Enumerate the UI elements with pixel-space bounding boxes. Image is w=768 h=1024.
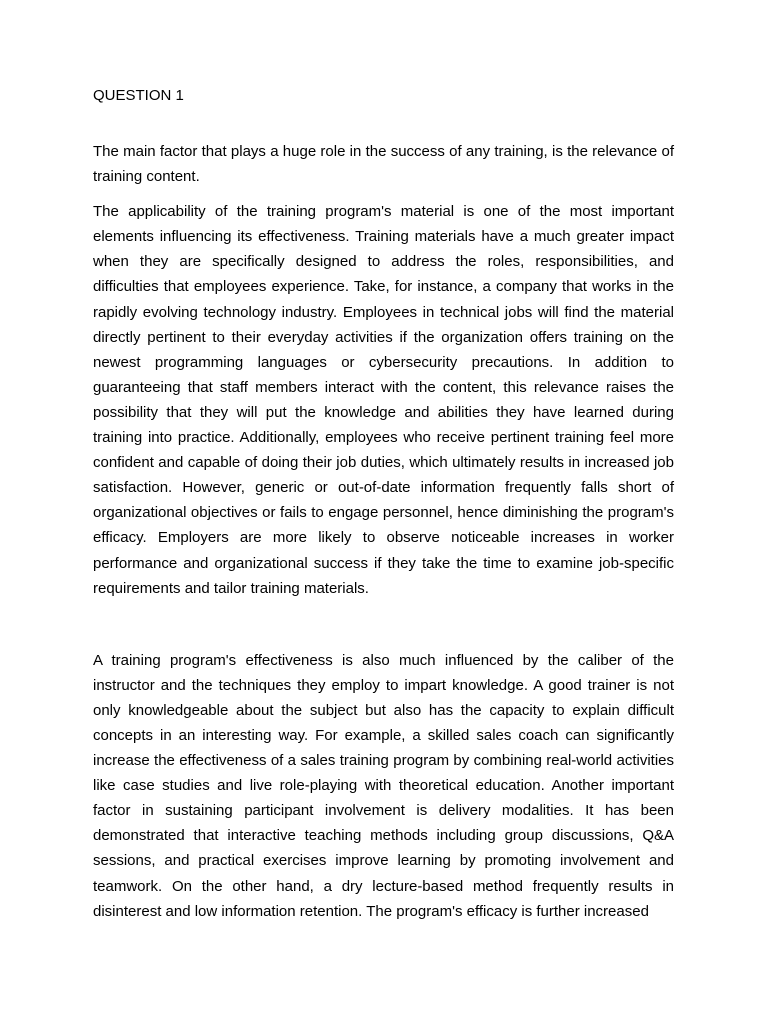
document-page (93, 86, 674, 924)
relevance-paragraph: The applicability of the training program's material is one of the most important elements influencing its effectiveness. Training materials have a much greater impact when they are specifically designed to address the roles, responsibilities, and difficulties that employees experience. Take, for instance, a company that works in the rapidly evolving technology industry. Employees in technical jobs will find the material directly pertinent to their everyday activities if the organization offers training on the newest programming languages or cybersecurity precautions. In addition to guaranteeing that staff members interact with the content, this relevance raises the possibility that they will put the knowledge and abilities they have learned during training into practice. Additionally, employees who receive pertinent training feel more confident and capable of doing their job duties, which ultimately results in increased job satisfaction. However, generic or out-of-date information frequently falls short of organizational objectives or fails to engage personnel, hence diminishing the program's efficacy. Employers are more likely to observe noticeable increases in worker performance and organizational success if they take the time to examine job-specific requirements and tailor training materials. (93, 203, 674, 597)
question-heading: QUESTION 1 (93, 87, 184, 104)
intro-paragraph: The main factor that plays a huge role in the success of any training, is the relevance of training content. (93, 143, 674, 186)
trainer-quality-paragraph: A training program's effectiveness is also much influenced by the caliber of the instructor and the techniques they employ to impart knowledge. A good trainer is not only knowledgeable about the subject but also has the capacity to explain difficult concepts in an interesting way. For example, a skilled sales coach can significantly increase the effectiveness of a sales training program by combining real-world activities like case studies and live role-playing with theoretical education. Another important factor in sustaining participant involvement is delivery modalities. It has been demonstrated that interactive teaching methods including group discussions, Q&A sessions, and practical exercises improve learning by promoting involvement and teamwork. On the other hand, a dry lecture-based method frequently results in disinterest and low information retention. The program's efficacy is further increased (93, 651, 674, 920)
